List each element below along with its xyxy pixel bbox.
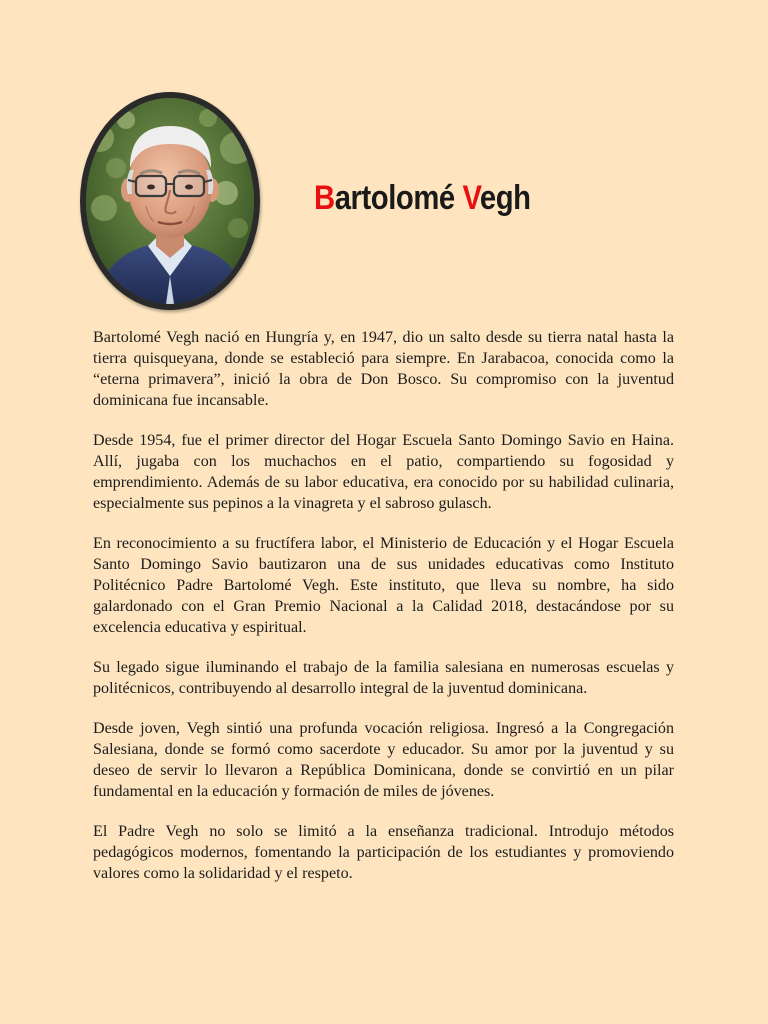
paragraph-recognition: En reconocimiento a su fructífera labor, el Ministerio de Educación y el Hogar Escuela Santo Domingo Savio bautizaron una de sus unidades educativas como Instituto Politécnico Padre Bartolomé Vegh. Este instituto, que lleva su nombre, ha sido galardonado con el Gran Premio Nacional a la Calidad 2018, destacándose por su excelencia educativa y espiritual. [93,535,674,636]
biography-text [93,327,674,903]
title-last-name-rest: egh [479,179,531,217]
paragraph-vocation: Desde joven, Vegh sintió una profunda vocación religiosa. Ingresó a la Congregación Salesiana, donde se formó como sacerdote y educador. Su amor por la juventud y su deseo de servir lo llevaron a República Dominicana, donde se convirtió en un pilar fundamental en la educación y formación de miles de jóvenes. [93,720,674,800]
paragraph-origin: Bartolomé Vegh nació en Hungría y, en 1947, dio un salto desde su tierra natal hasta la tierra quisqueyana, donde se estableció para siempre. En Jarabacoa, conocida como la “eterna primavera”, inició la obra de Don Bosco. Su compromiso con la juventud dominicana fue incansable. [93,329,674,409]
page-title [314,176,531,220]
portrait-photo [86,98,254,304]
title-first-name-rest: artolomé [334,179,463,217]
paragraph-methods: El Padre Vegh no solo se limitó a la enseñanza tradicional. Introdujo métodos pedagógicos modernos, fomentando la participación de los estudiantes y promoviendo valores como la solidaridad y el respeto. [93,823,674,882]
title-initial-first: B [314,179,335,217]
paragraph-legacy: Su legado sigue iluminando el trabajo de la familia salesiana en numerosas escuelas y politécnicos, contribuyendo al desarrollo integral de la juventud dominicana. [93,659,674,697]
title-initial-last: V [462,179,480,217]
portrait-frame [80,92,260,310]
paragraph-director: Desde 1954, fue el primer director del Hogar Escuela Santo Domingo Savio en Haina. Allí, jugaba con los muchachos en el patio, compartiendo su fogosidad y emprendimiento. Además de su labor educativa, era conocido por su habilidad culinaria, especialmente sus pepinos a la vinagreta y el sabroso gulasch. [93,432,674,512]
portrait-illustration [86,98,254,304]
